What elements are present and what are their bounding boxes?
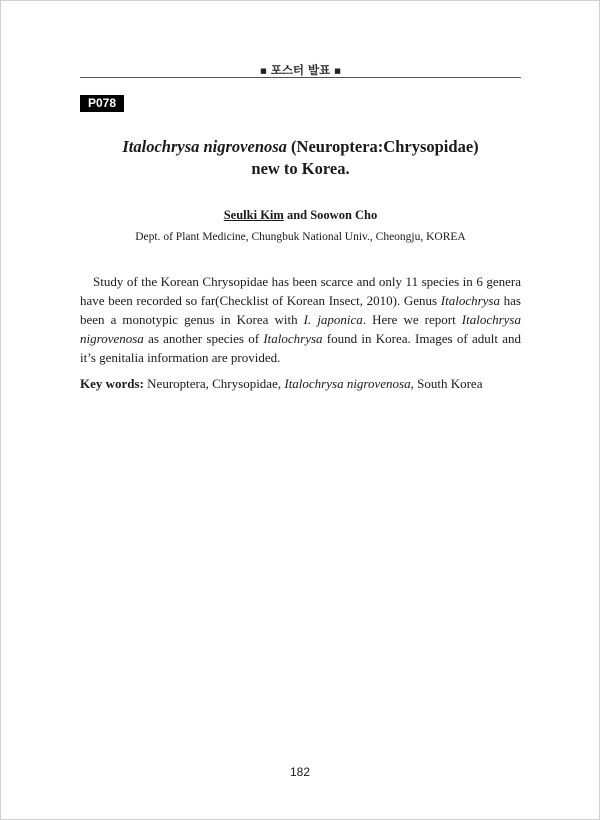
- keywords-line: [80, 374, 521, 393]
- abstract-text: found in Korea. Images of adult and it’s genitalia information are provided.: [80, 331, 521, 365]
- abstract-italic: Italochrysa: [440, 293, 500, 308]
- page-number: 182: [289, 765, 311, 779]
- author-second: Soowon Cho: [310, 208, 378, 222]
- header-divider: [80, 77, 521, 78]
- author-line: [80, 208, 521, 223]
- keywords-label: Key words:: [80, 376, 144, 391]
- abstract-italic: I. japonica: [303, 312, 363, 327]
- poster-id-badge: P078: [80, 95, 124, 112]
- keywords-text: , South Korea: [410, 376, 483, 391]
- square-bullet-icon: ■: [260, 67, 267, 75]
- author-presenting: Seulki Kim: [223, 208, 284, 222]
- abstract-text: . Here we report: [362, 312, 462, 327]
- abstract-paragraph: [80, 272, 521, 367]
- section-header: [80, 62, 521, 78]
- abstract-italic: Italochrysa: [263, 331, 323, 346]
- section-label: 포스터 발표: [270, 63, 331, 77]
- affiliation: Dept. of Plant Medicine, Chungbuk National Univ., Cheongju, KOREA: [135, 231, 466, 243]
- title-taxon: (Neuroptera:Chrysopidae): [286, 137, 479, 156]
- keywords-text: Neuroptera, Chrysopidae,: [143, 376, 285, 391]
- keywords-italic: Italochrysa nigrovenosa: [284, 376, 411, 391]
- title-line2: new to Korea.: [251, 159, 350, 178]
- paper-title: [80, 136, 521, 180]
- abstract-text: has been a monotypic genus in Korea with: [80, 293, 521, 327]
- abstract-italic: Italochrysa nigrovenosa: [80, 312, 521, 346]
- author-connector: and: [283, 208, 311, 222]
- abstract-text: as another species of: [143, 331, 264, 346]
- title-species: Italochrysa nigrovenosa: [122, 137, 287, 156]
- abstract-text: Study of the Korean Chrysopidae has been scarce and only 11 species in 6 genera have been recorded so far(Checklist of Korean Insect, 2010). Genus: [80, 274, 521, 308]
- square-bullet-icon: ■: [334, 67, 341, 75]
